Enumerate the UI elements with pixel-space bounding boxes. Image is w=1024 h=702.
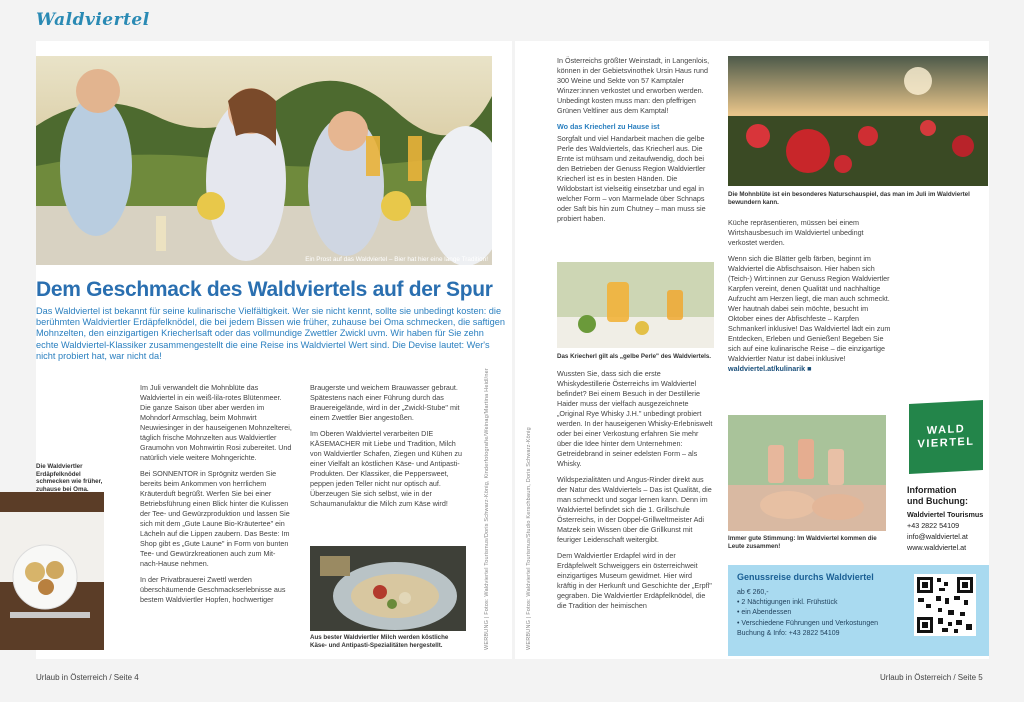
poppy-photo bbox=[728, 56, 988, 186]
info-website[interactable]: www.waldviertel.at bbox=[907, 543, 967, 552]
col1-paragraph-1: Im Juli verwandelt die Mohnblüte das Waldviertel in ein weiß-lila-rotes Blütenmeer. Die ganze Saison über aber werden im Mohndorf Armschlag, beim Mohnwirt Neuwiesinger in der hauseigenen Mohnzelterei, täglich frische Mohnzelten aus Waldviertler Graumohn von Mohnwirtin Rosi zubereitet. Und natürlich viele weitere Mohngerichte. bbox=[140, 383, 292, 462]
dumplings-photo bbox=[0, 492, 104, 650]
footer-left: Urlaub in Österreich / Seite 4 bbox=[36, 673, 139, 682]
qr-code-graphic bbox=[914, 574, 976, 636]
kriecherl-caption: Das Kriecherl gilt als „gelbe Perle" des Waldviertels. bbox=[557, 353, 712, 360]
cheese-photo-illustration bbox=[310, 546, 466, 631]
package-offer-box bbox=[728, 565, 989, 656]
col1-paragraph-3: In der Privatbrauerei Zwettl werden überschäumende Geschmackserlebnisse aus bestem Waldviertler Hopfen, hochwertiger bbox=[140, 575, 286, 604]
dumplings-caption: Die Waldviertler Erdäpfelknödel schmecken wie früher, zuhause bei Oma. bbox=[36, 463, 103, 493]
toast-photo-illustration bbox=[728, 415, 886, 531]
poppy-photo-illustration bbox=[728, 56, 988, 186]
col3-paragraph-5: Dem Waldviertler Erdapfel wird in der Erdäpfelwelt Schweiggers ein österreichweit einzigartiges Museum gewidmet. Hier wird kräftig in der Herkunft und Geschichte der „Erpfl" gegraben. Die Waldviertler Erdäpfelknödel, die die Tradition der heimischen bbox=[557, 551, 712, 610]
footer-right: Urlaub in Österreich / Seite 5 bbox=[880, 673, 983, 682]
info-heading-line-1: Information bbox=[907, 485, 957, 495]
article-column-3 bbox=[557, 56, 713, 230]
col4-paragraph-1: Küche repräsentieren, müssen bei einem Wirtshausbesuch im Waldviertel unbedingt verkostet werden. bbox=[728, 218, 864, 247]
hero-caption: Ein Prost auf das Waldviertel – Bier hat hier eine lange Tradition! bbox=[305, 256, 488, 263]
toast-caption: Immer gute Stimmung: Im Waldviertel kommen die Leute zusammen! bbox=[728, 535, 877, 550]
col1-paragraph-2: Bei SONNENTOR in Sprögnitz werden Sie bereits beim Ankommen von herrlichem Kräuterduft begrüßt. Werfen Sie bei einer Betriebsführung einen Blick hinter die Kulissen der Tee- und Gewürzproduktion und lassen Sie sich mit dem „Gute Laune Bio-Kräutertee" ein Lächeln auf die Lippen zaubern. Das Beste: Im Shop gibt es „Gute Laune" in Form von bunten Tee- und Gewürzkreationen auch zum Mit-nach-Hause nehmen. bbox=[140, 469, 290, 568]
headline: Dem Geschmack des Waldviertels auf der Spur bbox=[36, 278, 493, 301]
kriecherl-photo bbox=[557, 262, 714, 348]
cheese-caption: Aus bester Waldviertler Milch werden köstliche Käse- und Antipasti-Spezialitäten hergestellt. bbox=[310, 634, 449, 649]
logo-line-2: VIERTEL bbox=[917, 435, 975, 451]
package-item: • Verschiedene Führungen und Verkostungen bbox=[737, 619, 879, 627]
col3-paragraph-4: Wildspezialitäten und Angus-Rinder direkt aus der Natur des Waldviertels – Das ist Qualität, die man schmeckt und sogar lernen kann. Denn im Waldviertel befindet sich die 1. Grillschule Österreichs, in der Doppel-Grillweltmeister Adi Matzek sein Wissen über die Grillkunst mit feuriger Leidenschaft weitergibt. bbox=[557, 475, 712, 544]
cheese-photo bbox=[310, 546, 466, 631]
contact-info bbox=[907, 509, 983, 553]
hero-photo bbox=[36, 56, 492, 265]
package-item: • 2 Nächtigungen inkl. Frühstück bbox=[737, 599, 838, 607]
kriecherl-photo-illustration bbox=[557, 262, 714, 348]
toast-photo bbox=[728, 415, 886, 531]
col3-paragraph-3: Wussten Sie, dass sich die erste Whiskydestillerie Österreichs im Waldviertel befindet? Bei einem Besuch in der Destillerie Haider muss der vielfach ausgezeichnete „Original Rye Whisky J.H." unbedingt probiert werden. In der hauseigenen Whisky-Erlebniswelt oder bei einer Verkostung erfahren Sie mehr über die Idee hinter dem Unternehmen: Getreidebrand in seiner edelsten Form – als Whisky. bbox=[557, 369, 713, 468]
waldviertel-logo bbox=[909, 400, 983, 474]
col4-paragraph-2: Wenn sich die Blätter gelb färben, beginnt im Waldviertel die Abfischsaison. Hier haben sich (Teich-) Wirt:innen zur Genuss Region Waldviertler Karpfen vereint, denen Qualität und nachhaltige Aufzucht am Herzen liegt, die man auch schmeckt. Wer hautnah dabei sein möchte, besucht im Oktober eines der Abfischfeste – Karpfen Schmankerl inklusive! Das Waldviertel lädt ein zum Entdecken, Erleben und Genießen! Begeben Sie sich auf eine kulinarische Reise – die einzigartige Waldviertler Natur ist dabei inklusive! bbox=[728, 254, 891, 363]
package-item-text: Verschiedene Führungen und Verkostungen bbox=[741, 619, 879, 627]
col2-paragraph-1: Braugerste und weichem Brauwasser gebraut. Spätestens nach einer Führung durch das Brauereigelände, wird in der „Zwickl-Stube" mit einem Zwettler Bier angestoßen. bbox=[310, 383, 460, 422]
package-details bbox=[737, 588, 878, 639]
article-column-4 bbox=[728, 218, 892, 380]
info-email[interactable]: info@waldviertel.at bbox=[907, 532, 968, 541]
package-item-text: ein Abendessen bbox=[741, 609, 792, 617]
website-link[interactable]: waldviertel.at/kulinarik ■ bbox=[728, 364, 812, 373]
info-phone[interactable]: +43 2822 54109 bbox=[907, 521, 960, 530]
photo-credit-left: WERBUNG | Fotos: Waldviertel Tourismus/Doris Schwarz-König, Kinderfotografie/Weinag/Martina Heidl/ner bbox=[484, 368, 490, 650]
col3-subheading: Wo das Kriecherl zu Hause ist bbox=[557, 122, 660, 131]
article-column-2 bbox=[310, 383, 466, 515]
article-column-1 bbox=[140, 383, 293, 611]
info-org: Waldviertel Tourismus bbox=[907, 510, 984, 519]
package-price: ab € 260,- bbox=[737, 589, 769, 596]
package-booking: Buchung & Info: +43 2822 54109 bbox=[737, 629, 840, 637]
hero-photo-illustration bbox=[36, 56, 492, 265]
dumplings-photo-illustration bbox=[0, 492, 104, 650]
article-column-3-lower bbox=[557, 369, 713, 617]
col3-paragraph-1: In Österreichs größter Weinstadt, in Langenlois, können in der Gebietsvinothek Ursin Haus rund 300 Weine und Sekte von 57 Kamptaler Winzer:innen verkostet und erworben werden. Unbedingt kosten muss man: den pfeffrigen Grünen Veltliner aus dem Kamptal! bbox=[557, 56, 710, 115]
qr-code[interactable] bbox=[914, 574, 976, 636]
logo-line-1: WALD bbox=[926, 422, 966, 438]
photo-credit-right: WERBUNG | Fotos: Waldviertel Tourismus/Studio Kerschbaum, Doris Schwarz-König bbox=[526, 427, 532, 650]
package-item-text: 2 Nächtigungen inkl. Frühstück bbox=[741, 599, 838, 607]
col3-paragraph-2: Sorgfalt und viel Handarbeit machen die gelbe Perle des Waldviertels, das Kriecherl aus. Die Ernte ist mühsam und zeitaufwendig, doch bei den Betrieben der Genuss Region Waldviertler Kriecherl ist es in besten Händen. Die Wildobstart ist vielseitig einsetzbar und egal in welcher Form – von Marmelade über Schnaps oder Saft bis hin zum Chutney – man muss sie probiert haben. bbox=[557, 134, 706, 223]
poppy-caption: Die Mohnblüte ist ein besonderes Naturschauspiel, das man im Juli im Waldviertel bewundern kann. bbox=[728, 191, 970, 206]
info-heading bbox=[907, 485, 968, 507]
package-title: Genussreise durchs Waldviertel bbox=[737, 572, 874, 582]
lead-paragraph: Das Waldviertel ist bekannt für seine kulinarische Vielfältigkeit. Wer sie nicht kennt, sollte sie unbedingt kosten: die berühmten Waldviertler Erdäpfelknödel, die bei jedem Bissen wie früher, zuhause bei Oma schmecken, die saftigen Mohnzelten, den einzigartigen Kriecherlsaft oder das vollmundige Zwettler Zwickl uvm. Wir haben für Sie zehn echte Waldviertel-Klassiker zusammengestellt die eine Reise ins Waldviertel Wert sind. Die Devise lautet: Wer's nicht probiert hat, war nicht da! bbox=[36, 306, 505, 361]
package-item: • ein Abendessen bbox=[737, 609, 792, 617]
info-heading-line-2: und Buchung: bbox=[907, 496, 968, 506]
brand-logo-text: Waldviertel bbox=[36, 10, 150, 30]
col2-paragraph-2: Im Oberen Waldviertel verarbeiten DIE KÄSEMACHER mit Liebe und Tradition, Milch von Waldviertler Schafen, Ziegen und Kühen zu einer Vielfalt an köstlichen Käse- und Antipasti-Produkten. Der Klassiker, die Peppersweet, peppen jeden Teller nicht nur optisch auf. Überzeugen Sie sich selbst, wie in der Schaumanufaktur die Milch zum Käse wird! bbox=[310, 429, 462, 508]
